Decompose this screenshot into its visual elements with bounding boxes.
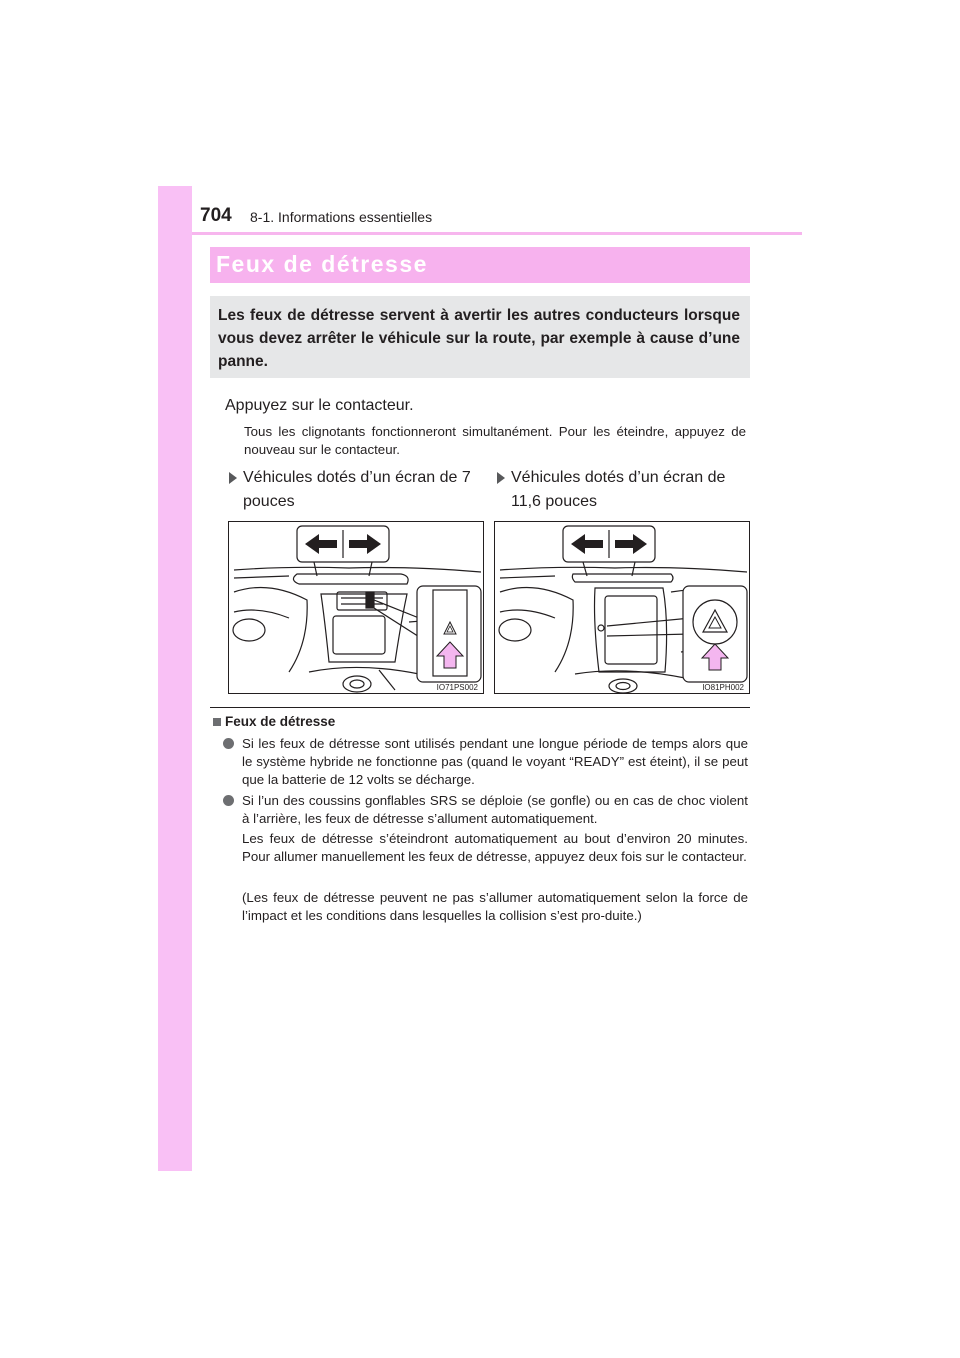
dashboard-figure-7-inch bbox=[228, 521, 484, 694]
triangle-bullet-icon bbox=[229, 472, 237, 484]
intro-box bbox=[210, 296, 750, 378]
note-paragraph: Les feux de détresse s’éteindront automatiquement au bout d’environ 20 minutes. Pour allumer manuellement les feux de détresse, appuyez deux fois sur le contacteur. bbox=[242, 831, 748, 864]
figure-code: IO81PH002 bbox=[702, 683, 744, 692]
page-title: Feux de détresse bbox=[216, 251, 428, 277]
dashboard-illustration bbox=[495, 522, 750, 694]
circle-bullet-icon bbox=[223, 738, 234, 749]
notes-heading bbox=[213, 714, 335, 729]
triangle-bullet-icon bbox=[497, 472, 505, 484]
page-number: 704 bbox=[200, 205, 232, 226]
dashboard-illustration bbox=[229, 522, 484, 694]
variant-label: Véhicules dotés d’un écran de 11,6 pouces bbox=[511, 469, 726, 510]
note-text: Si l’un des coussins gonflables SRS se déploie (se gonfle) ou en cas de choc violent à l’arrière, les feux de détresse s’allument automatiquement. bbox=[242, 793, 748, 826]
dashboard-figure-11-6-inch bbox=[494, 521, 750, 694]
variant-label: Véhicules dotés d’un écran de 7 pouces bbox=[243, 469, 471, 510]
intro-text: Les feux de détresse servent à avertir les autres conducteurs lorsque vous devez arrêter le véhicule sur la route, par exemple à cause d’une panne. bbox=[218, 307, 740, 370]
instruction-note: Tous les clignotants fonctionneront simultanément. Pour les éteindre, appuyez de nouveau sur le contacteur. bbox=[244, 424, 746, 457]
note-text: Si les feux de détresse sont utilisés pendant une longue période de temps alors que le système hybride ne fonctionne pas (quand le voyant “READY” est éteint), il se peut que la batterie de 12 volts se décharge. bbox=[242, 736, 748, 787]
note-item bbox=[223, 792, 748, 828]
header-rule bbox=[192, 232, 802, 235]
side-color-band bbox=[158, 186, 192, 1171]
title-banner bbox=[210, 247, 750, 283]
section-label: 8-1. Informations essentielles bbox=[250, 209, 433, 225]
square-bullet-icon bbox=[213, 718, 221, 726]
circle-bullet-icon bbox=[223, 795, 234, 806]
instruction: Appuyez sur le contacteur. bbox=[225, 397, 414, 414]
figure-code: IO71PS002 bbox=[436, 683, 478, 692]
section-divider bbox=[210, 707, 750, 708]
note-item bbox=[223, 735, 748, 789]
note-paragraph: (Les feux de détresse peuvent ne pas s’allumer automatiquement selon la force de l’impact et les conditions dans lesquelles la collision s’est pro-duite.) bbox=[242, 890, 748, 923]
notes-heading-text: Feux de détresse bbox=[225, 714, 336, 729]
